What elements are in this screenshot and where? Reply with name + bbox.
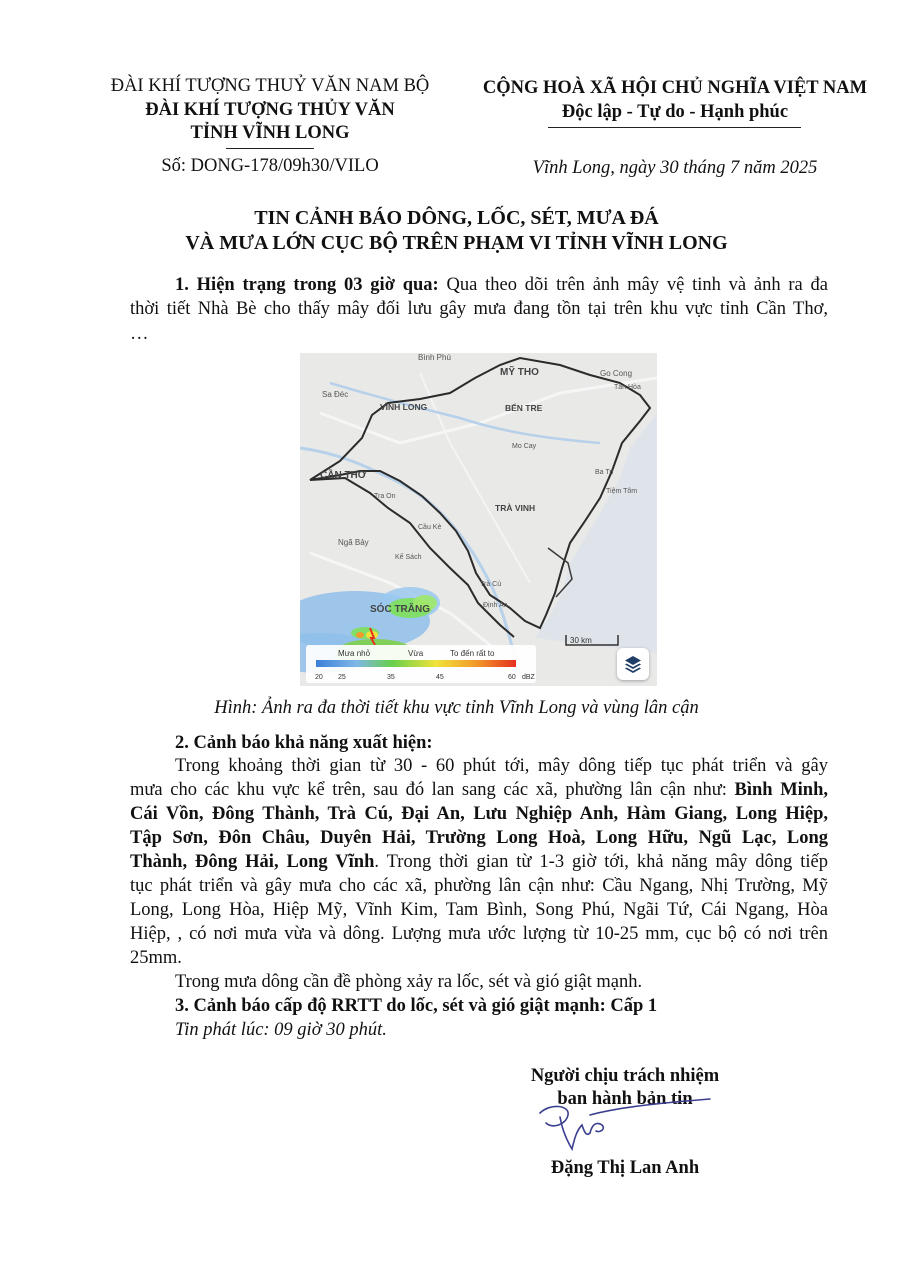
label-soc-trang: SÓC TRĂNG [370,604,430,615]
place-date: Vĩnh Long, ngày 30 tháng 7 năm 2025 [532,158,818,178]
bulletin-title-line1: TIN CẢNH BÁO DÔNG, LỐC, SÉT, MƯA ĐÁ [254,207,659,229]
agency-name-line1: ĐÀI KHÍ TƯỢNG THỦY VĂN [145,100,395,120]
motto-underline [548,127,801,128]
bulletin-title-line2: VÀ MƯA LỚN CỤC BỘ TRÊN PHẠM VI TỈNH VĨNH LONG [185,232,728,254]
nation-title: CỘNG HOÀ XÃ HỘI CHỦ NGHĨA VIỆT NAM [482,78,868,98]
section2-line8: Hiệp, , có nơi mưa vừa và dông. Lượng mưa ước lượng từ 10-25 mm, cục bộ có nơi trên [130,924,828,944]
section1-line3: … [130,324,149,344]
label-binh-phu: Bình Phú [418,353,451,362]
section2-line1: Trong khoảng thời gian từ 30 - 60 phút tới, mây dông tiếp tục phát triển và gây [175,756,828,776]
figure-caption: Hình: Ảnh ra đa thời tiết khu vực tỉnh Vĩnh Long và vùng lân cận [214,698,699,718]
label-nga-bay: Ngã Bảy [338,538,369,547]
radar-map-svg [300,353,657,686]
section1-text-part1: Qua theo dõi trên ảnh mây vệ tinh và ảnh ra đa [438,275,828,295]
legend-tick: 60 [508,674,516,681]
section2-line3: Cái Vồn, Đông Thành, Trà Cú, Đại An, Lưu Nghiệp Anh, Hàm Giang, Long Hiệp, [130,804,828,824]
label-ke-sach: Kế Sách [395,554,422,561]
place-list-start: Bình Minh, [734,780,828,800]
signer-name: Đặng Thị Lan Anh [550,1158,700,1178]
section2-advice: Trong mưa dông cần đề phòng xảy ra lốc, sét và gió giật mạnh. [175,972,643,992]
section1-heading: 1. Hiện trạng trong 03 giờ qua: [175,275,439,295]
legend-heavy: To đến rất to [450,649,495,658]
legend-light: Mưa nhỏ [338,649,371,658]
label-go-cong: Go Cong [600,369,633,378]
section2-line5-text: . Trong thời gian từ 1-3 giờ tới, khả năng mây dông tiếp [374,852,828,872]
label-tra-on: Tra On [374,493,396,500]
agency-underline [226,148,314,149]
label-ben-tre: BẾN TRE [505,403,543,413]
section1-line1 [175,275,828,296]
section2-line7: Long, Long Hòa, Hiệp Mỹ, Vĩnh Kim, Tam Bình, Song Phú, Ngãi Tứ, Cái Ngang, Hòa [130,900,828,920]
agency-name-line2: TỈNH VĨNH LONG [190,123,350,143]
handwritten-signature [530,1095,720,1155]
layers-icon-glyph [623,654,643,674]
legend-medium: Vừa [408,649,424,658]
legend-tick: 45 [436,674,444,681]
label-mo-cay: Mo Cay [512,443,537,450]
signer-role-line1: Người chịu trách nhiệm [530,1066,720,1086]
label-tiem-tom: Tiệm Tôm [606,488,638,495]
legend-unit: dBZ [522,674,535,681]
label-tan-hoa: Tân Hòa [614,384,641,391]
document-number: Số: DONG-178/09h30/VILO [161,156,379,176]
legend-tick: 35 [387,674,395,681]
national-motto: Độc lập - Tự do - Hạnh phúc [561,102,789,122]
section2-line5 [130,852,828,873]
label-tra-vinh: TRÀ VINH [495,503,536,513]
section1-line2: thời tiết Nhà Bè cho thấy mây đối lưu gây mưa đang tồn tại trên khu vực tỉnh Cần Thơ, [130,299,828,319]
label-vinh-long: VĨNH LONG [380,402,428,412]
section3-heading: 3. Cảnh báo cấp độ RRTT do lốc, sét và gió giật mạnh: Cấp 1 [175,996,658,1016]
label-ba-tri: Ba Tri [595,469,614,476]
radar-legend [306,645,536,683]
label-cau-ke: Cầu Kè [418,524,442,531]
section2-line2-text: mưa cho các khu vực kể trên, sau đó lan sang các xã, phường lân cận như: [130,780,735,800]
scale-label: 30 km [570,636,592,645]
signer-role-line2: ban hành bản tin [557,1089,693,1109]
section2-line4: Tập Sơn, Đôn Châu, Duyên Hải, Trường Long Hoà, Long Hữu, Ngũ Lạc, Long [130,828,828,848]
label-dinh-an: Định An [483,602,508,609]
label-can-tho: CẦN THƠ [320,470,367,481]
issued-time: Tin phát lúc: 09 giờ 30 phút. [175,1020,387,1040]
radar-map-image [300,353,657,686]
label-tra-cu: Trà Cú [480,581,502,588]
label-sa-dec: Sa Đéc [322,390,349,399]
section2-line6: tục phát triển và gây mưa cho các xã, phường lân cận như: Cầu Ngang, Nhị Trường, Mỹ [130,876,828,896]
section2-line2 [130,780,828,801]
label-my-tho: MỸ THO [500,367,539,378]
section2-heading: 2. Cảnh báo khả năng xuất hiện: [175,733,433,753]
legend-color-bar [316,660,516,667]
place-list-end: Thành, Đông Hải, Long Vĩnh [130,852,375,872]
agency-parent: ĐÀI KHÍ TƯỢNG THUỶ VĂN NAM BỘ [110,76,430,96]
section2-line9: 25mm. [130,948,182,968]
layers-icon [617,648,649,680]
legend-tick: 20 [315,674,323,681]
legend-tick: 25 [338,674,346,681]
